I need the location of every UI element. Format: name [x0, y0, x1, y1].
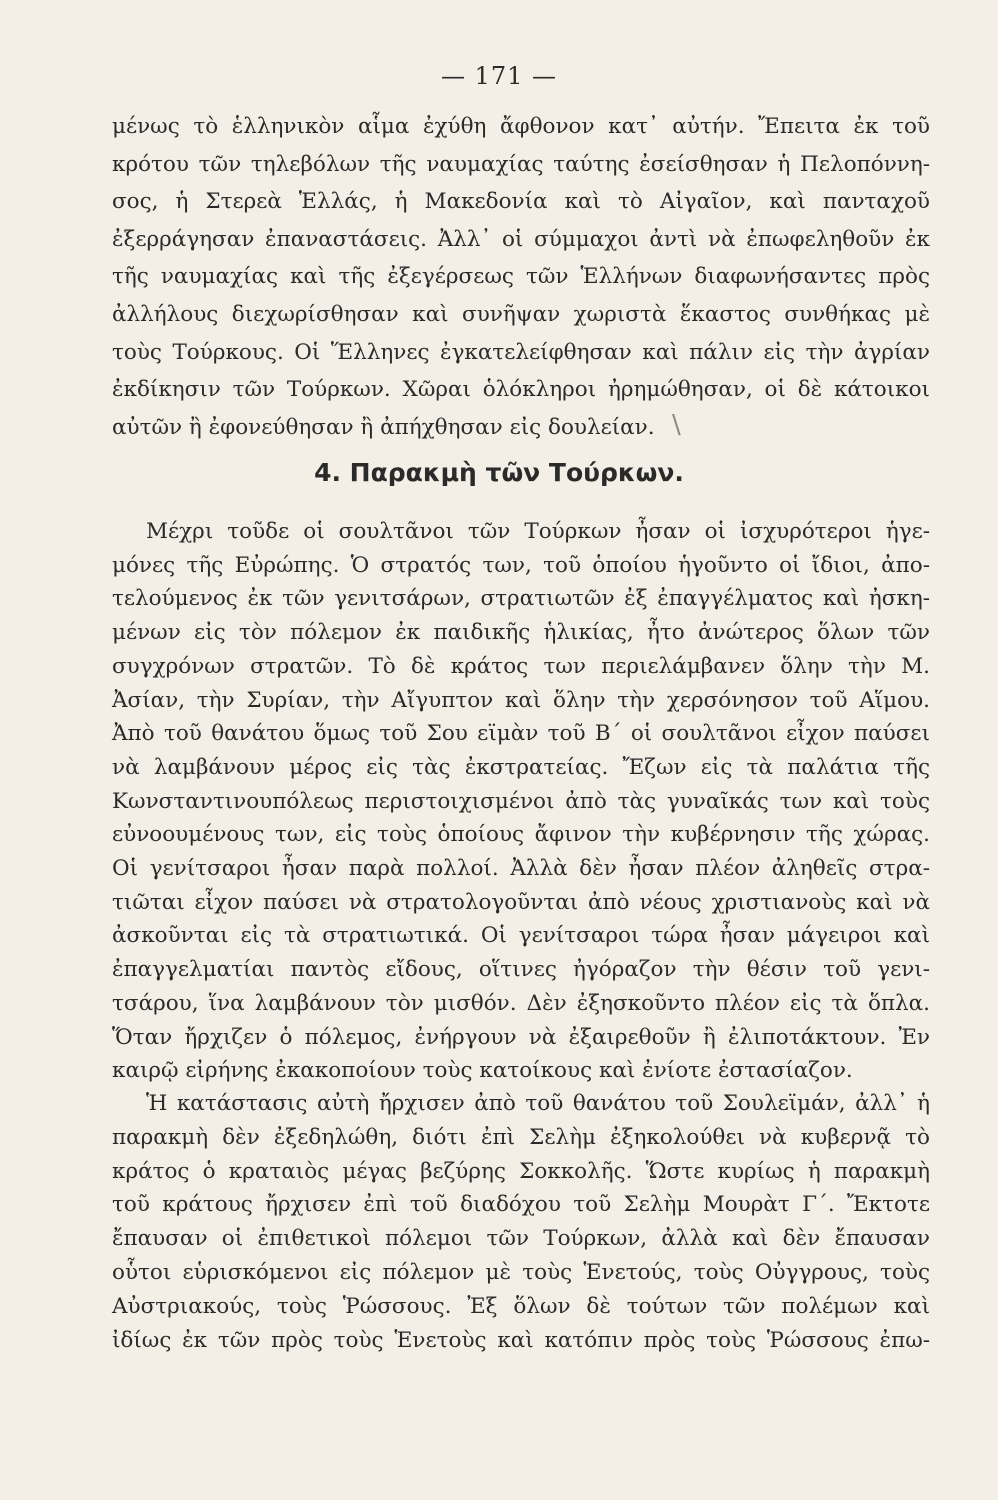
page-number: — 171 —	[440, 62, 558, 90]
text-line: σος, ἡ Στερεὰ Ἑλλάς, ἡ Μακεδονία καὶ τὸ Αἰγαῖον, καὶ πανταχοῦ	[112, 189, 930, 215]
text-line: Αὐστριακούς, τοὺς Ῥώσσους. Ἐξ ὅλων δὲ τούτων τῶν πολέμων καὶ	[112, 1293, 930, 1319]
text-line: κράτος ὁ κραταιὸς μέγας βεζύρης Σοκκολῆς. Ὥστε κυρίως ἡ παρακμὴ	[112, 1158, 930, 1184]
text-line: τελούμενος ἐκ τῶν γενιτσάρων, στρατιωτῶν ἐξ ἐπαγγέλματος καὶ ἠσκη-	[112, 586, 930, 612]
text-line: κρότου τῶν τηλεβόλων τῆς ναυμαχίας ταύτης ἐσείσθησαν ἡ Πελοπόννη-	[112, 151, 930, 177]
text-line: μόνες τῆς Εὐρώπης. Ὁ στρατός των, τοῦ ὁποίου ἡγοῦντο οἱ ἴδιοι, ἀπο-	[112, 552, 930, 578]
text-line: ἐξερράγησαν ἐπαναστάσεις. Ἀλλ᾽ οἱ σύμμαχοι ἀντὶ νὰ ἐπωφεληθοῦν ἐκ	[112, 226, 930, 252]
text-line: μένως τὸ ἑλληνικὸν αἷμα ἐχύθη ἄφθονον κατ᾽ αὐτήν. Ἔπειτα ἐκ τοῦ	[112, 114, 930, 139]
text-line: Οἱ γενίτσαροι ἦσαν παρὰ πολλοί. Ἀλλὰ δὲν ἦσαν πλέον ἀληθεῖς στρα-	[112, 856, 930, 881]
text-line: τσάρου, ἵνα λαμβάνουν τὸν μισθόν. Δὲν ἐξησκοῦντο πλέον εἰς τὰ ὅπλα.	[112, 990, 930, 1016]
text-line: καιρῷ εἰρήνης ἐκακοποίουν τοὺς κατοίκους καὶ ἐνίοτε ἐστασίαζον.	[112, 1058, 853, 1084]
text-line: Μέχρι τοῦδε οἱ σουλτᾶνοι τῶν Τούρκων ἦσαν οἱ ἰσχυρότεροι ἡγε-	[146, 519, 930, 544]
text-line: παρακμὴ δὲν ἐξεδηλώθη, διότι ἐπὶ Σελὴμ ἐξηκολούθει νὰ κυβερνᾷ τὸ	[112, 1124, 930, 1150]
text-line: Κωνσταντινουπόλεως περιστοιχισμένοι ἀπὸ τὰς γυναῖκάς των καὶ τοὺς	[112, 788, 930, 814]
text-line: ἀλλήλους διεχωρίσθησαν καὶ συνῆψαν χωριστὰ ἕκαστος συνθήκας μὲ	[112, 302, 930, 327]
text-line: τῆς ναυμαχίας καὶ τῆς ἐξεγέρσεως τῶν Ἑλλήνων διαφωνήσαντες πρὸς	[112, 264, 930, 290]
text-line: ἐκδίκησιν τῶν Τούρκων. Χῶραι ὁλόκληροι ἠρημώθησαν, οἱ δὲ κάτοικοι	[112, 377, 930, 403]
text-line: αὐτῶν ἢ ἐφονεύθησαν ἢ ἀπήχθησαν εἰς δουλείαν.	[112, 414, 655, 440]
section-heading: 4. Παρακμὴ τῶν Τούρκων.	[314, 458, 684, 487]
text-line: οὗτοι εὑρισκόμενοι εἰς πόλεμον μὲ τοὺς Ἑνετούς, τοὺς Οὐγγρους, τοὺς	[112, 1260, 930, 1285]
text-line: εὐνοουμένους των, εἰς τοὺς ὁποίους ἄφινον τὴν κυβέρνησιν τῆς χώρας.	[112, 822, 930, 848]
text-line: Ἀπὸ τοῦ θανάτου ὅμως τοῦ Σου εϊμὰν τοῦ Β´ οἱ σουλτᾶνοι εἶχον παύσει	[112, 721, 930, 747]
text-line: ἐπαγγελματίαι παντὸς εἴδους, οἵτινες ἠγόραζον τὴν θέσιν τοῦ γενι-	[112, 957, 930, 983]
text-line: μένων εἰς τὸν πόλεμον ἐκ παιδικῆς ἡλικίας, ἦτο ἀνώτερος ὅλων τῶν	[112, 620, 930, 646]
text-line: ἔπαυσαν οἱ ἐπιθετικοὶ πόλεμοι τῶν Τούρκων, ἀλλὰ καὶ δὲν ἔπαυσαν	[112, 1226, 930, 1252]
text-line: τοῦ κράτους ἤρχισεν ἐπὶ τοῦ διαδόχου τοῦ Σελὴμ Μουρὰτ Γ´. Ἔκτοτε	[112, 1192, 930, 1218]
text-line: Ἀσίαν, τὴν Συρίαν, τὴν Αἴγυπτον καὶ ὅλην τὴν χερσόνησον τοῦ Αἵμου.	[112, 687, 930, 713]
text-line: τιῶται εἶχον παύσει νὰ στρατολογοῦνται ἀπὸ νέους χριστιανοὺς καὶ νὰ	[112, 889, 930, 915]
text-line: Ἡ κατάστασις αὐτὴ ἤρχισεν ἀπὸ τοῦ θανάτου τοῦ Σουλεϊμάν, ἀλλ᾽ ἡ	[146, 1091, 930, 1116]
text-line: ἀσκοῦνται εἰς τὰ στρατιωτικά. Οἱ γενίτσαροι τώρα ἦσαν μάγειροι καὶ	[112, 923, 930, 949]
text-line: Ὅταν ἤρχιζεν ὁ πόλεμος, ἐνήργουν νὰ ἐξαιρεθοῦν ἢ ἐλιποτάκτουν. Ἐν	[112, 1024, 930, 1050]
text-line: τοὺς Τούρκους. Οἱ Ἕλληνες ἐγκατελείφθησαν καὶ πάλιν εἰς τὴν ἀγρίαν	[112, 339, 930, 365]
text-line: ἰδίως ἐκ τῶν πρὸς τοὺς Ἑνετοὺς καὶ κατόπιν πρὸς τοὺς Ῥώσσους ἐπω-	[112, 1327, 930, 1353]
text-line: νὰ λαμβάνουν μέρος εἰς τὰς ἐκστρατείας. Ἔζων εἰς τὰ παλάτια τῆς	[112, 754, 930, 780]
text-line: συγχρόνων στρατῶν. Τὸ δὲ κράτος των περιελάμβανεν ὅλην τὴν Μ.	[112, 653, 930, 679]
pencil-mark: \	[672, 410, 681, 440]
